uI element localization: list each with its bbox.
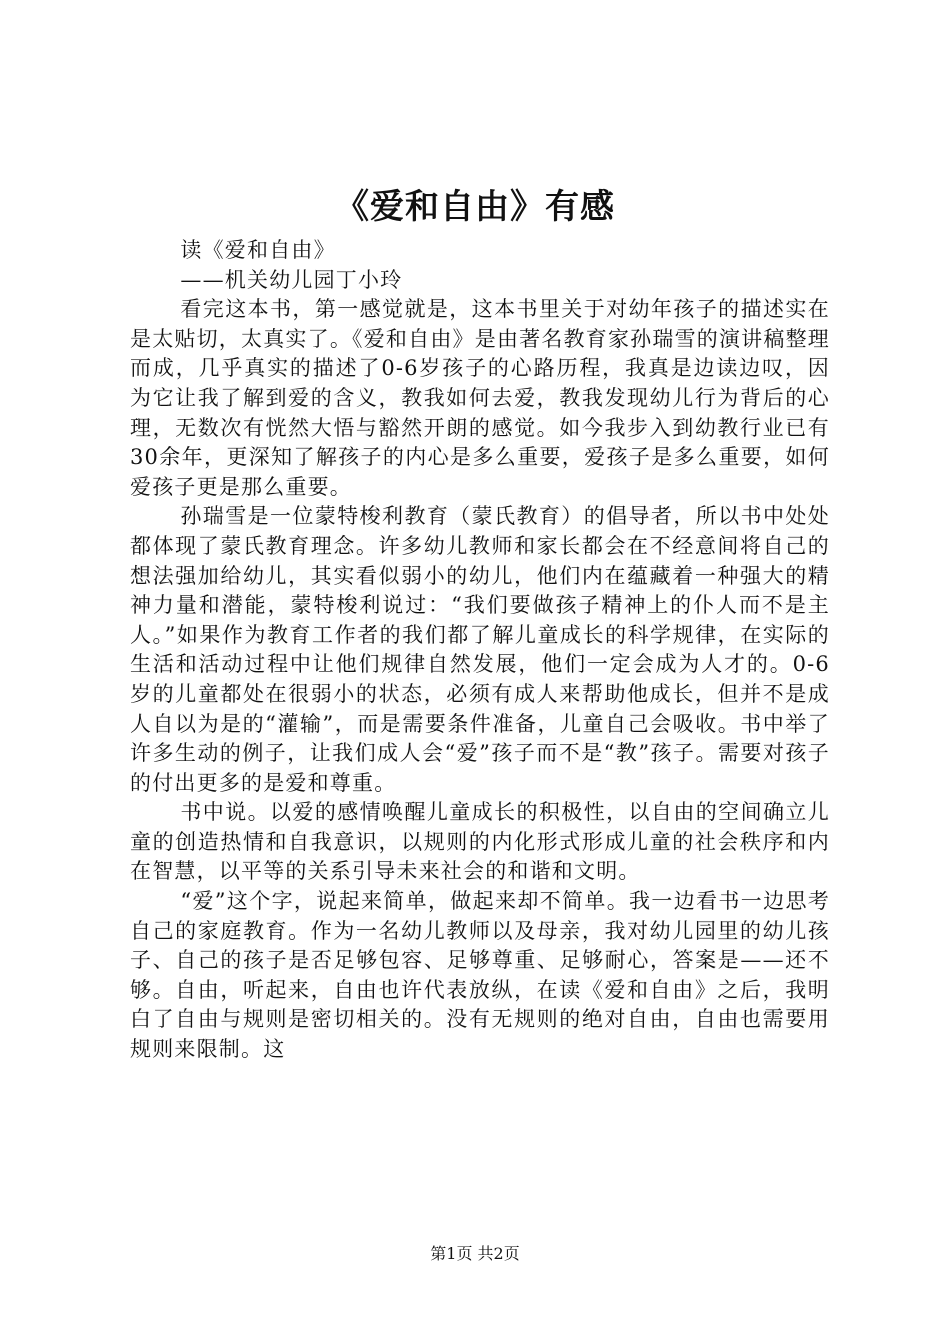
paragraph-4: “爱”这个字，说起来简单，做起来却不简单。我一边看书一边思考自己的家庭教育。作为一名幼儿教师以及母亲，我对幼儿园里的幼儿孩子、自己的孩子是否足够包容、足够尊重、足够耐心，答案是——还不够。自由，听起来，自由也许代表放纵，在读《爱和自由》之后，我明白了自由与规则是密切相关的。没有无规则的绝对自由，自由也需要用规则来限制。这	[130, 889, 830, 1062]
paragraph-1: 看完这本书，第一感觉就是，这本书里关于对幼年孩子的描述实在是太贴切，太真实了。《爱和自由》是由著名教育家孙瑞雪的演讲稿整理而成，几乎真实的描述了0-6岁孩子的心路历程，我真是边读边叹，因为它让我了解到爱的含义，教我如何去爱，教我发现幼儿行为背后的心理，无数次有恍然大悟与豁然开朗的感觉。如今我步入到幼教行业已有30余年，更深知了解孩子的内心是多么重要，爱孩子是多么重要，如何爱孩子更是那么重要。	[130, 297, 830, 499]
paragraph-2: 孙瑞雪是一位蒙特梭利教育（蒙氏教育）的倡导者，所以书中处处都体现了蒙氏教育理念。许多幼儿教师和家长都会在不经意间将自己的想法强加给幼儿，其实看似弱小的幼儿，他们内在蕴藏着一种强大的精神力量和潜能，蒙特梭利说过：“我们要做孩子精神上的仆人而不是主人。”如果作为教育工作者的我们都了解儿童成长的科学规律，在实际的生活和活动过程中让他们规律自然发展，他们一定会成为人才的。0-6岁的儿童都处在很弱小的状态，必须有成人来帮助他成长，但并不是成人自以为是的“灌输”，而是需要条件准备，儿童自己会吸收。书中举了许多生动的例子，让我们成人会“爱”孩子而不是“教”孩子。需要对孩子的付出更多的是爱和尊重。	[130, 504, 830, 795]
document-title: 《爱和自由》有感	[335, 187, 615, 227]
page-number: 第1页	[430, 1244, 473, 1263]
page-total: 共2页	[477, 1244, 520, 1263]
document-subtitle: 读《爱和自由》	[180, 238, 336, 262]
document-body	[130, 236, 830, 1065]
document-author: ——机关幼儿园丁小玲	[180, 267, 403, 292]
page-footer	[0, 1244, 950, 1264]
paragraph-3: 书中说。以爱的感情唤醒儿童成长的积极性，以自由的空间确立儿童的创造热情和自我意识，以规则的内化形式形成儿童的社会秩序和内在智慧，以平等的关系引导未来社会的和谐和文明。	[130, 800, 830, 884]
